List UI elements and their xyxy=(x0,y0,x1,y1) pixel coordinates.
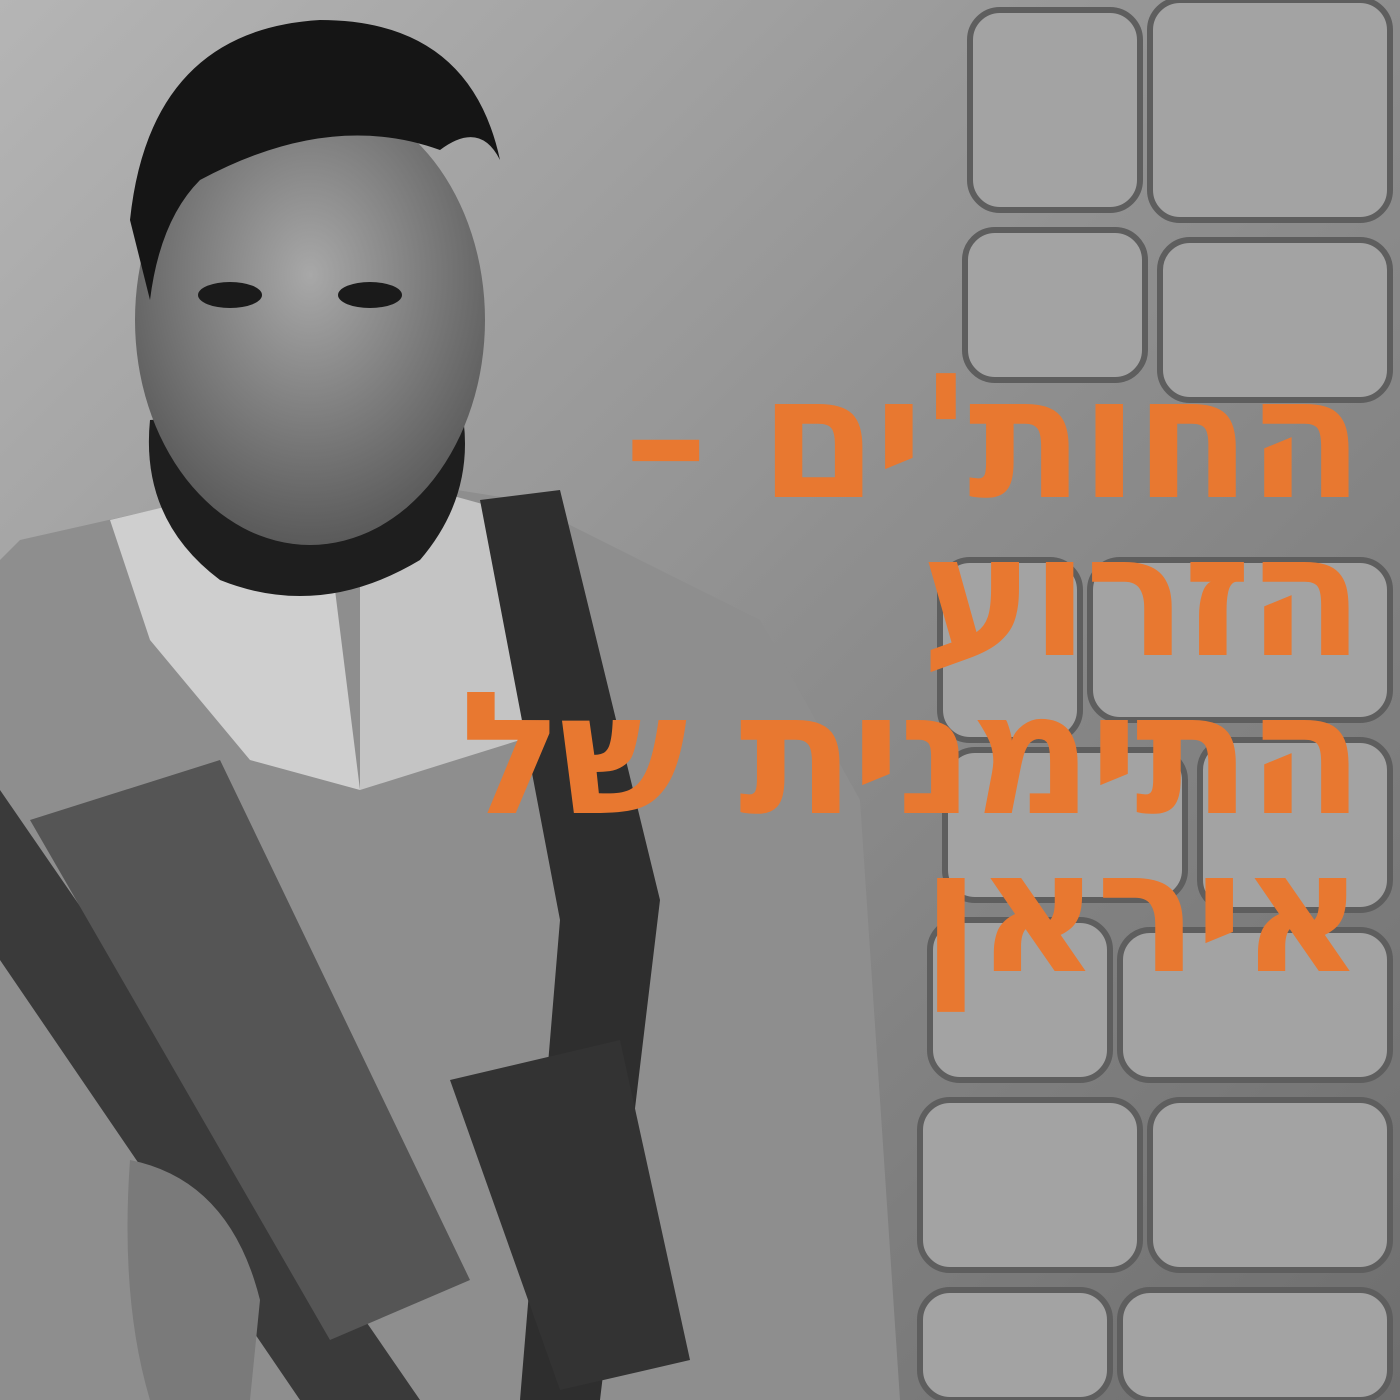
headline-line-2: הזרוע xyxy=(921,498,1360,696)
headline-line-1: החות'ים – xyxy=(623,340,1360,538)
headline xyxy=(100,340,1360,1012)
headline-line-3: התימנית של xyxy=(459,656,1360,854)
headline-line-4: איראן xyxy=(921,814,1360,1012)
